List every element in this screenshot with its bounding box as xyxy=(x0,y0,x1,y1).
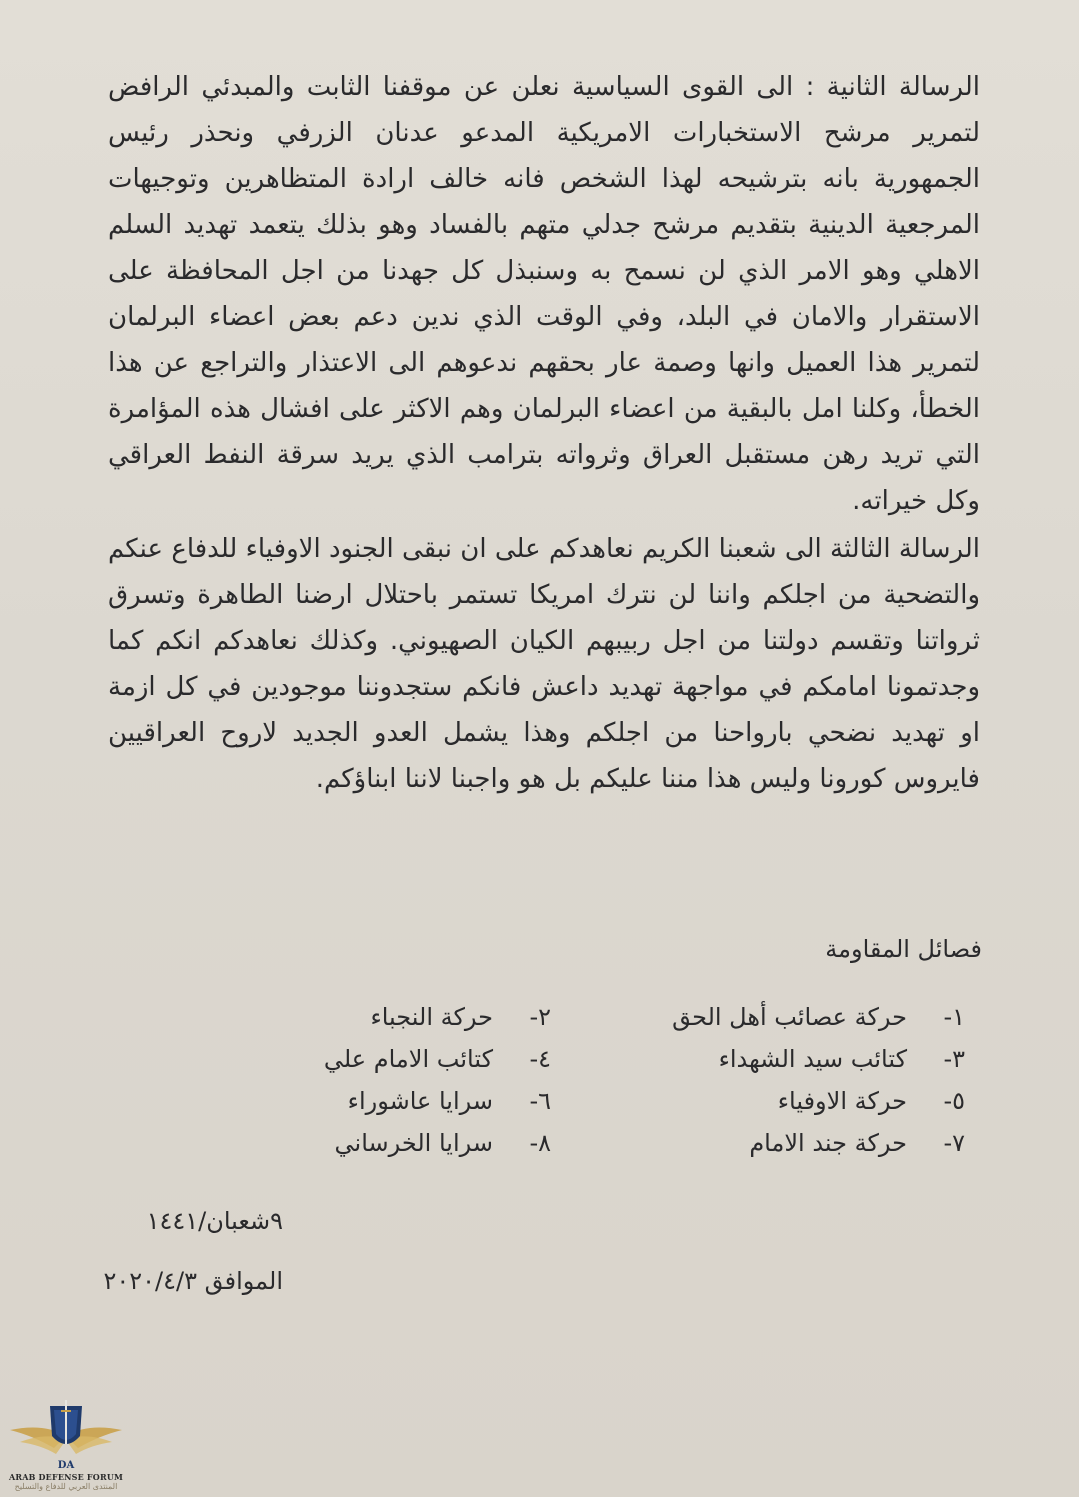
faction-number: ٤- xyxy=(529,1045,551,1073)
faction-name: حركة النجباء xyxy=(370,1003,493,1031)
faction-name: كتائب الامام علي xyxy=(323,1045,493,1073)
faction-number: ١- xyxy=(943,1003,965,1031)
faction-item xyxy=(635,996,965,1038)
faction-item xyxy=(635,1080,965,1122)
faction-item xyxy=(231,1080,551,1122)
faction-item xyxy=(231,1122,551,1164)
faction-number: ٨- xyxy=(529,1129,551,1157)
faction-name: حركة عصائب أهل الحق xyxy=(672,1003,907,1031)
faction-name: كتائب سيد الشهداء xyxy=(718,1045,907,1073)
logo-name-arabic: المنتدى العربي للدفاع والتسليح xyxy=(14,1482,118,1491)
faction-name: سرايا عاشوراء xyxy=(347,1087,493,1115)
faction-number: ٦- xyxy=(529,1087,551,1115)
eagle-shield-icon xyxy=(6,1396,126,1472)
faction-name: حركة جند الامام xyxy=(749,1129,907,1157)
faction-item xyxy=(635,1122,965,1164)
paragraph-second-message: الرسالة الثانية : الى القوى السياسية نعلن عن موقفنا الثابت والمبدئي الرافض لتمرير مرشح الاستخبارات الامريكية المدعو عدنان الزرفي ونحذر رئيس الجمهورية بانه بترشيحه لهذا الشخص فانه خالف ارادة المتظاهرين وتوجيهات المرجعية الدينية بتقديم مرشح جدلي متهم بالفساد وهو بذلك يتعمد تهديد السلم الاهلي وهو الامر الذي لن نسمح به وسنبذل كل جهدنا من اجل المحافظة على الاستقرار والامان في البلد، وفي الوقت الذي ندين دعم بعض اعضاء البرلمان لتمرير هذا العميل وانها وصمة عار بحقهم ندعوهم الى الاعتذار والتراجع عن هذا الخطأ، وكلنا امل بالبقية من اعضاء البرلمان وهم الاكثر على افشال هذه المؤامرة التي تريد رهن مستقبل العراق وثرواته بترامب الذي يريد سرقة النفط العراقي وكل خيراته. xyxy=(108,72,980,516)
faction-name: سرايا الخرساني xyxy=(334,1129,493,1157)
factions-column-left xyxy=(231,996,551,1164)
faction-item xyxy=(231,1038,551,1080)
arab-defense-forum-logo xyxy=(6,1396,126,1492)
factions-column-right xyxy=(635,996,965,1164)
signatory-heading: فصائل المقاومة xyxy=(825,935,982,963)
faction-name: حركة الاوفياء xyxy=(777,1087,907,1115)
faction-number: ٥- xyxy=(943,1087,965,1115)
date-hijri: ٩شعبان/١٤٤١ xyxy=(146,1207,283,1235)
date-gregorian: الموافق ٢٠٢٠/٤/٣ xyxy=(103,1267,283,1295)
paragraph-third-message: الرسالة الثالثة الى شعبنا الكريم نعاهدكم على ان نبقى الجنود الاوفياء للدفاع عنكم والتضحية من اجلكم واننا لن نترك امريكا تستمر باحتلال ارضنا الطاهرة وتسرق ثرواتنا وتقسم دولتنا من اجل ربيبهم الكيان الصهيوني. وكذلك نعاهدكم انكم كما وجدتمونا امامكم في مواجهة تهديد داعش فانكم ستجدوننا موجودين في كل ازمة او تهديد نضحي بارواحنا من اجلكم وهذا يشمل العدو الجديد لاروح العراقيين فايروس كورونا وليس هذا مننا عليكم بل هو واجبنا لاننا ابناؤكم. xyxy=(108,534,980,794)
faction-number: ٣- xyxy=(943,1045,965,1073)
faction-number: ٧- xyxy=(943,1129,965,1157)
logo-name-english: ARAB DEFENSE FORUM xyxy=(8,1472,124,1482)
logo-abbreviation: DA xyxy=(57,1460,75,1471)
faction-item xyxy=(635,1038,965,1080)
faction-item xyxy=(231,996,551,1038)
faction-number: ٢- xyxy=(529,1003,551,1031)
